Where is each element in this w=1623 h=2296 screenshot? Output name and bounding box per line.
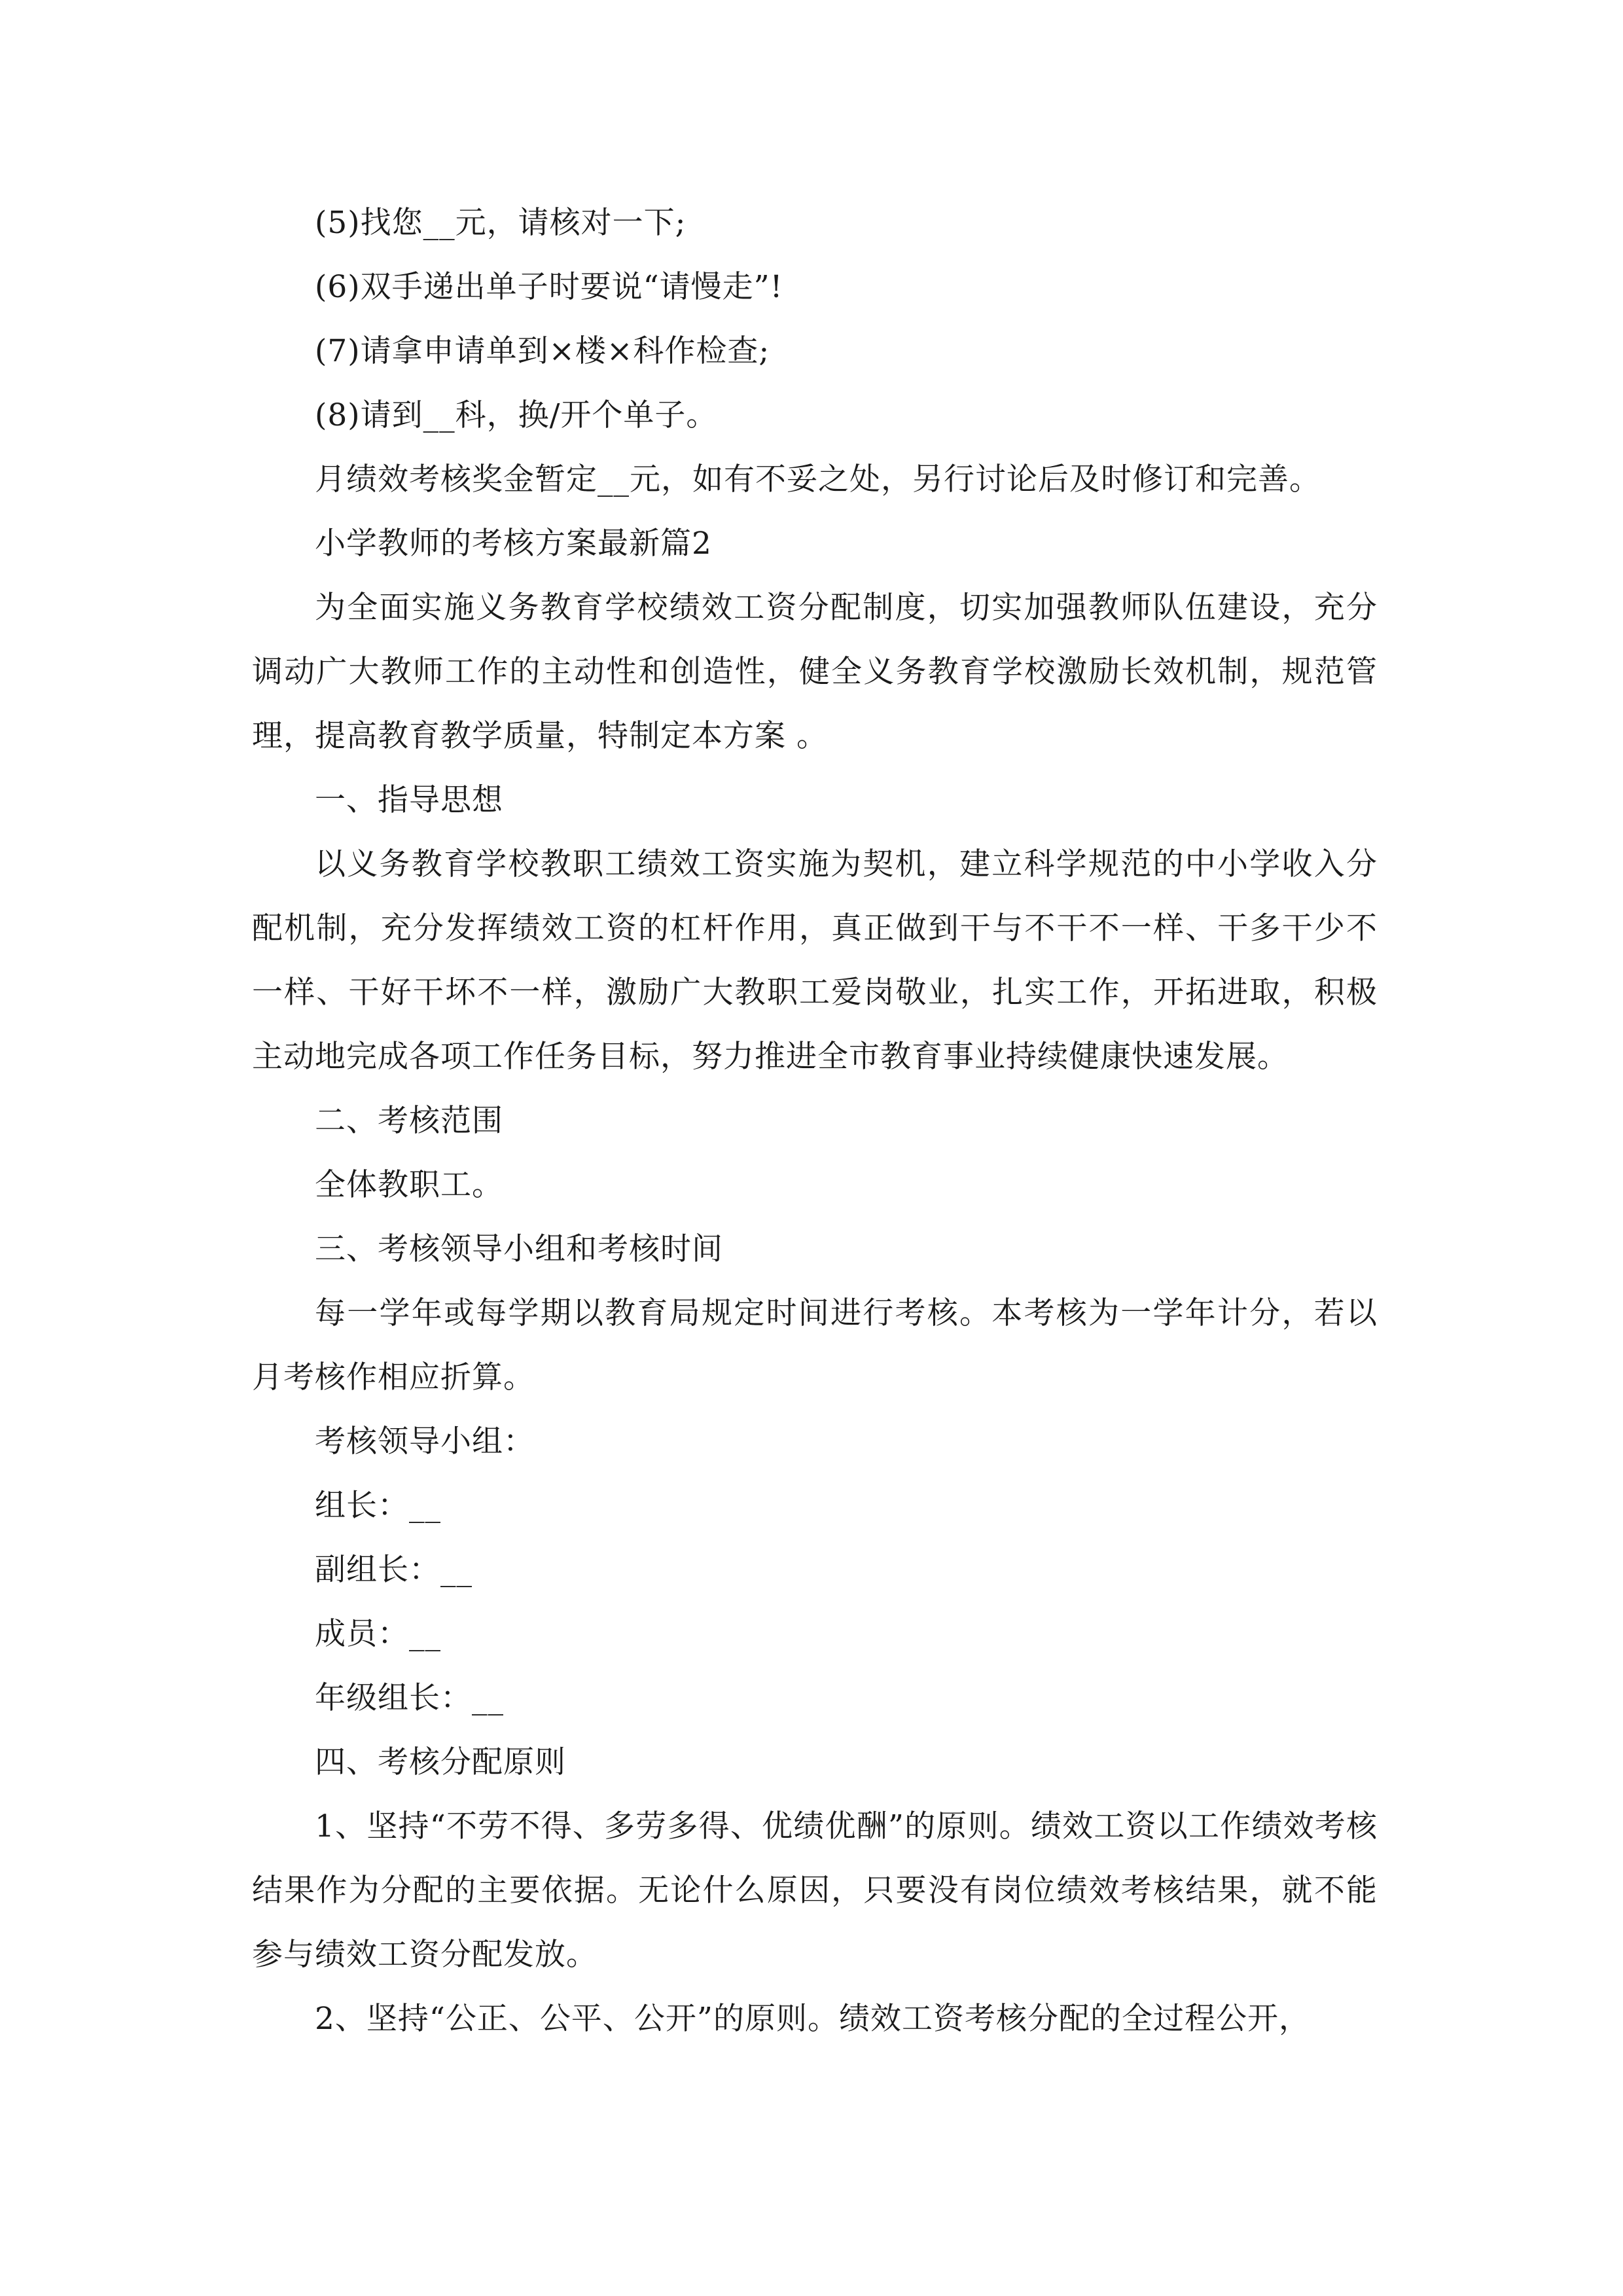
paragraph-guiding-thought: 以义务教育学校教职工绩效工资实施为契机，建立科学规范的中小学收入分配机制，充分发挥绩效工资的杠杆作用，真正做到干与不干不一样、干多干少不一样、干好干坏不一样，激励广大教职工爱岗敬业，扎实工作，开拓进取，积极主动地完成各项工作任务目标，努力推进全市教育事业持续健康快速发展。 [252, 846, 1378, 1075]
paragraph-principle-2: 2、坚持“公正、公平、公开”的原则。绩效工资考核分配的全过程公开， [315, 2001, 1310, 2037]
heading-leadership-time: 三、考核领导小组和考核时间 [315, 1231, 723, 1267]
field-leader: 组长：__ [315, 1488, 441, 1524]
field-members: 成员：__ [315, 1616, 441, 1652]
paragraph-item-7: (7)请拿申请单到×楼×科作检查; [315, 333, 770, 369]
heading-principles: 四、考核分配原则 [315, 1744, 566, 1780]
paragraph-time: 每一学年或每学期以教育局规定时间进行考核。本考核为一学年计分，若以月考核作相应折算。 [252, 1295, 1378, 1395]
paragraph-item-8: (8)请到__科，换/开个单子。 [315, 397, 718, 433]
heading-guiding-thought: 一、指导思想 [315, 782, 503, 818]
field-deputy-leader: 副组长：__ [315, 1552, 473, 1588]
paragraph-item-5: (5)找您__元，请核对一下; [315, 205, 687, 241]
paragraph-intro: 为全面实施义务教育学校绩效工资分配制度，切实加强教师队伍建设，充分调动广大教师工作的主动性和创造性，健全义务教育学校激励长效机制，规范管理，提高教育教学质量，特制定本方案 。 [252, 590, 1378, 754]
paragraph-item-6: (6)双手递出单子时要说“请慢走”! [315, 269, 783, 305]
label-leadership-group: 考核领导小组： [315, 1424, 535, 1460]
section-title: 小学教师的考核方案最新篇2 [315, 526, 712, 562]
paragraph-scope: 全体教职工。 [315, 1167, 503, 1203]
paragraph-bonus: 月绩效考核奖金暂定__元，如有不妥之处，另行讨论后及时修订和完善。 [315, 461, 1321, 497]
field-grade-leader: 年级组长：__ [315, 1680, 504, 1716]
heading-scope: 二、考核范围 [315, 1103, 503, 1139]
paragraph-principle-1: 1、坚持“不劳不得、多劳多得、优绩优酬”的原则。绩效工资以工作绩效考核结果作为分配的主要依据。无论什么原因，只要没有岗位绩效考核结果，就不能参与绩效工资分配发放。 [252, 1808, 1378, 1973]
document-body [252, 191, 1378, 2051]
